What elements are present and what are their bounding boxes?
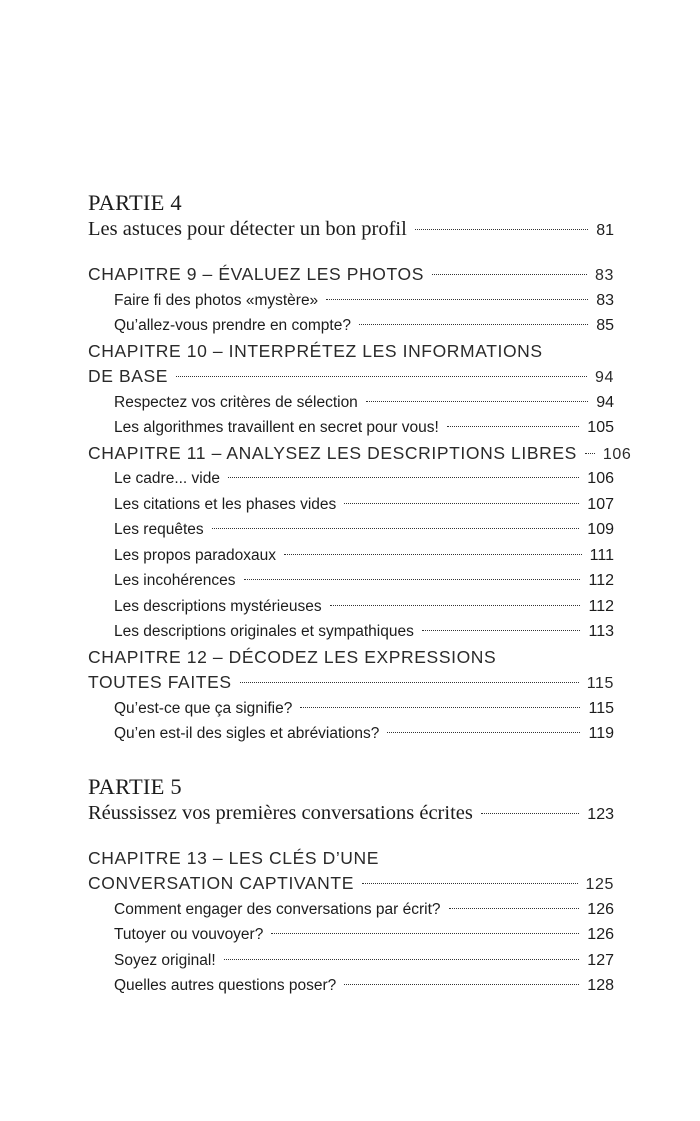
- page-number: 123: [587, 805, 614, 823]
- entry-title: Les incohérences: [114, 572, 236, 589]
- entry-title: Les propos paradoxaux: [114, 546, 277, 564]
- dot-leader: [585, 453, 595, 454]
- toc-chapter-entry[interactable]: [88, 871, 614, 897]
- table-of-contents: [88, 190, 632, 999]
- entry-title: TOUTES FAITES: [88, 672, 232, 692]
- dot-leader: [447, 426, 579, 427]
- dot-leader: [481, 813, 579, 814]
- toc-section-entry[interactable]: [88, 466, 614, 492]
- chapter-title-line: CHAPITRE 13 – LES CLÉS D’UNE: [88, 847, 380, 868]
- toc-section-entry[interactable]: [88, 973, 614, 999]
- entry-title: Tutoyer ou vouvoyer?: [114, 926, 264, 943]
- entry-title: Faire fi des photos «mystère»: [114, 291, 319, 309]
- toc-section-entry[interactable]: [88, 594, 614, 620]
- toc-section-entry[interactable]: [88, 721, 614, 747]
- toc-chapter-entry[interactable]: [88, 441, 632, 467]
- toc-chapter-entry[interactable]: [88, 670, 614, 696]
- page-number: 81: [596, 222, 614, 239]
- dot-leader: [359, 324, 588, 325]
- page-number: 107: [587, 495, 614, 513]
- dot-leader: [387, 732, 580, 733]
- dot-leader: [366, 401, 588, 402]
- entry-title: Soyez original!: [114, 951, 216, 969]
- toc-section-entry[interactable]: [88, 390, 614, 416]
- toc-section-entry[interactable]: [88, 543, 614, 569]
- page-number: 111: [589, 546, 614, 564]
- toc-section-entry[interactable]: [88, 619, 614, 645]
- entry-title: DE BASE: [88, 366, 169, 386]
- page-number: 106: [587, 470, 614, 487]
- entry-title: Les requêtes: [114, 521, 204, 538]
- part-title-row[interactable]: [88, 800, 614, 826]
- dot-leader: [415, 229, 588, 230]
- page-number: 105: [587, 419, 614, 436]
- toc-section-entry[interactable]: [88, 517, 614, 543]
- page-number: 127: [587, 951, 614, 969]
- entry-title: Les descriptions mystérieuses: [114, 597, 322, 615]
- dot-leader: [344, 503, 579, 504]
- entry-title: Le cadre... vide: [114, 470, 220, 487]
- toc-section-entry[interactable]: [88, 313, 614, 339]
- page-number: 94: [595, 369, 614, 386]
- toc-section-entry[interactable]: [88, 568, 614, 594]
- dot-leader: [330, 605, 581, 606]
- page-number: 109: [587, 521, 614, 538]
- toc-chapter-entry[interactable]: [88, 364, 614, 390]
- page-number: 112: [588, 597, 614, 615]
- entry-title: Quelles autres questions poser?: [114, 977, 337, 994]
- chapter-title-line: CHAPITRE 10 – INTERPRÉTEZ LES INFORMATIONS: [88, 340, 543, 361]
- part-4-entries: [88, 262, 632, 747]
- page-number: 83: [595, 267, 614, 284]
- chapter-title-line: CHAPITRE 12 – DÉCODEZ LES EXPRESSIONS: [88, 646, 497, 667]
- entry-title: Qu’en est-il des sigles et abréviations?: [114, 725, 380, 742]
- dot-leader: [212, 528, 580, 529]
- entry-title: CHAPITRE 11 – ANALYSEZ LES DESCRIPTIONS LIBRES: [88, 442, 577, 463]
- part-5-entries: [88, 846, 614, 999]
- dot-leader: [422, 630, 581, 631]
- page-number: 85: [596, 317, 614, 334]
- page-number: 112: [588, 572, 614, 589]
- page-number: 106: [602, 445, 632, 463]
- dot-leader: [449, 908, 580, 909]
- toc-chapter-entry[interactable]: [88, 262, 614, 288]
- page-number: 113: [588, 623, 614, 640]
- part-label: PARTIE 5: [88, 773, 182, 799]
- entry-title: Qu’est-ce que ça signifie?: [114, 699, 293, 717]
- page-number: 94: [596, 393, 614, 411]
- entry-title: CHAPITRE 9 – ÉVALUEZ LES PHOTOS: [88, 264, 424, 284]
- dot-leader: [344, 984, 579, 985]
- toc-section-entry[interactable]: [88, 415, 614, 441]
- toc-section-entry[interactable]: [88, 492, 614, 518]
- dot-leader: [284, 554, 582, 555]
- toc-section-entry[interactable]: [88, 897, 614, 923]
- part-title: Les astuces pour détecter un bon profil: [88, 218, 407, 240]
- dot-leader: [326, 299, 588, 300]
- page-number: 126: [587, 926, 614, 943]
- toc-section-entry[interactable]: [88, 288, 614, 314]
- page-number: 119: [588, 725, 614, 742]
- page-number: 128: [587, 977, 614, 994]
- entry-title: Les descriptions originales et sympathiques: [114, 623, 414, 640]
- part-title-row[interactable]: [88, 216, 614, 242]
- dot-leader: [240, 682, 579, 683]
- entry-title: Comment engager des conversations par écrit?: [114, 900, 441, 918]
- entry-title: Respectez vos critères de sélection: [114, 393, 358, 411]
- dot-leader: [176, 376, 587, 377]
- page-number: 125: [585, 876, 614, 893]
- page-number: 83: [596, 291, 614, 309]
- dot-leader: [271, 933, 579, 934]
- page-number: 115: [588, 699, 614, 717]
- dot-leader: [224, 959, 580, 960]
- part-title: Réussissez vos premières conversations écrites: [88, 801, 473, 824]
- toc-section-entry[interactable]: [88, 948, 614, 974]
- entry-title: Les citations et les phases vides: [114, 495, 337, 513]
- toc-section-entry[interactable]: [88, 696, 614, 722]
- dot-leader: [300, 707, 580, 708]
- dot-leader: [244, 579, 581, 580]
- dot-leader: [228, 477, 579, 478]
- entry-title: Qu’allez-vous prendre en compte?: [114, 317, 351, 334]
- dot-leader: [432, 274, 587, 275]
- page-number: 115: [586, 675, 614, 692]
- page-number: 126: [587, 900, 614, 918]
- toc-section-entry[interactable]: [88, 922, 614, 948]
- entry-title: Les algorithmes travaillent en secret pour vous!: [114, 419, 439, 436]
- dot-leader: [362, 883, 578, 884]
- entry-title: CONVERSATION CAPTIVANTE: [88, 873, 354, 893]
- part-label: PARTIE 4: [88, 190, 182, 215]
